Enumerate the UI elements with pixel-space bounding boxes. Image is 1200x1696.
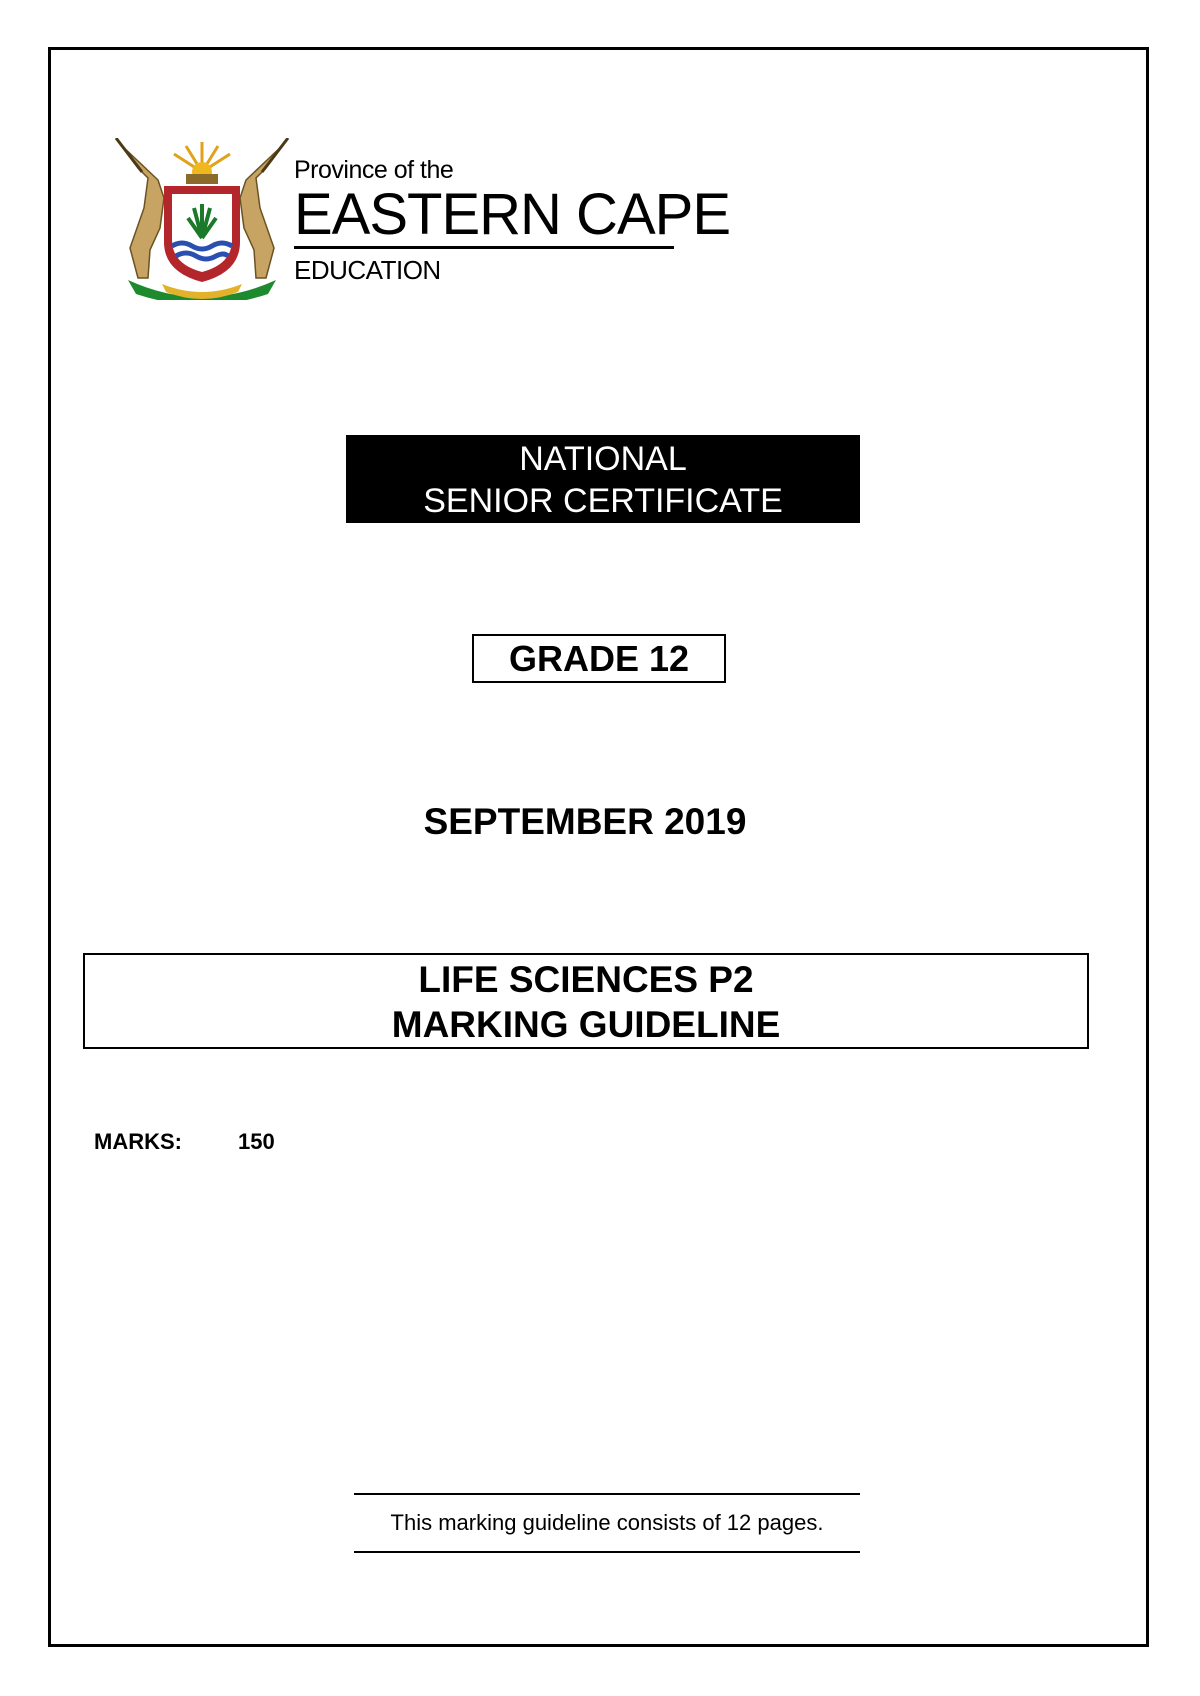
subject-box <box>83 953 1089 1049</box>
marks-line <box>94 1128 275 1156</box>
nsc-banner <box>346 435 860 523</box>
logo-province: Province of the <box>294 156 454 184</box>
coat-of-arms-icon <box>108 138 296 300</box>
logo-education: EDUCATION <box>294 255 441 285</box>
logo-eastern-cape: EASTERN CAPE <box>294 182 730 247</box>
page-count-note: This marking guideline consists of 12 pages. <box>354 1493 860 1553</box>
marks-value: 150 <box>238 1129 275 1154</box>
logo-text <box>294 156 730 285</box>
nsc-line-1: NATIONAL <box>519 440 687 478</box>
exam-date: SEPTEMBER 2019 <box>423 801 747 842</box>
marks-label: MARKS: <box>94 1129 182 1154</box>
nsc-line-2: SENIOR CERTIFICATE <box>423 482 783 520</box>
grade-box: GRADE 12 <box>472 634 726 683</box>
subject-title: LIFE SCIENCES P2 <box>418 959 754 1000</box>
subject-subtitle: MARKING GUIDELINE <box>391 1004 781 1045</box>
